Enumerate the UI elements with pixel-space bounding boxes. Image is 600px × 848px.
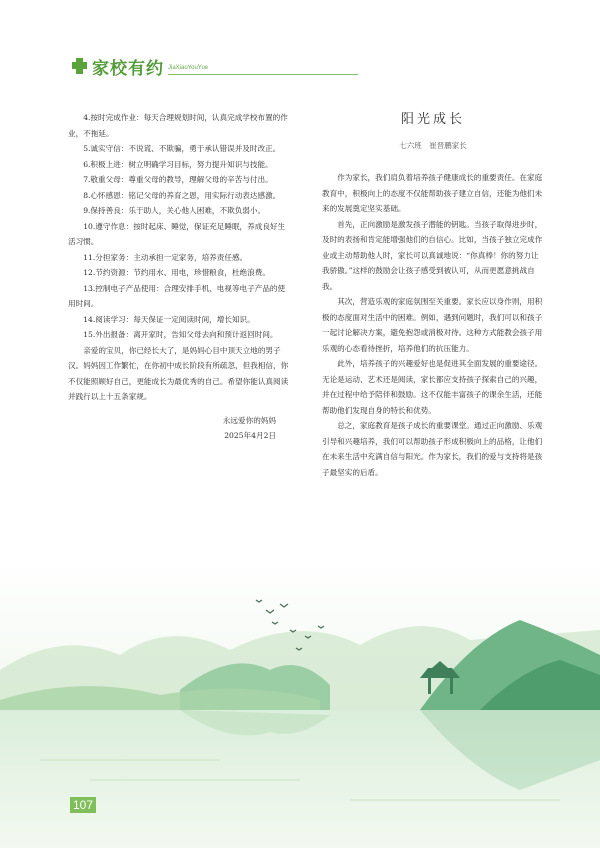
- article-body: [322, 170, 544, 480]
- rule-item: 10.遵守作息：按时起床、睡觉，保证充足睡眠，养成良好生活习惯。: [68, 221, 286, 246]
- section-title: 家校有约: [92, 59, 164, 79]
- page-number: 107: [70, 797, 96, 813]
- letter-signature: 永远爱你的妈妈: [222, 415, 276, 425]
- family-rules-column: [68, 110, 290, 444]
- letter-paragraph: 亲爱的宝贝，你已经长大了，是妈妈心目中顶天立地的男子汉。妈妈因工作繁忙，在你初中成长阶段有所疏忽，但我相信，你不仅能照顾好自己，更能成长为最优秀的自己。希望你能认真阅读并践行以上十五条家规。: [68, 345, 289, 401]
- rule-item: 6.积极上进：树立明确学习目标，努力提升知识与技能。: [83, 159, 273, 169]
- rule-item: 5.诚实守信：不说谎、不欺骗，勇于承认错误并及时改正。: [83, 144, 281, 153]
- cross-logo-icon: [72, 58, 88, 74]
- article-paragraph: 首先，正向激励是激发孩子潜能的钥匙。当孩子取得进步时，及时的表扬和肯定能增强他们的自信心。比如，当孩子独立完成作业或主动帮助他人时，家长可以真诚地说：“你真棒！你的努力让我骄傲。”这样的鼓励会让孩子感受到被认可，从而更愿意挑战自我。: [322, 219, 543, 291]
- header-divider: [168, 74, 358, 75]
- rule-item: 7.敬重父母：尊重父母的教导，理解父母的辛苦与付出。: [83, 175, 273, 184]
- article-author: 七六班 崔晋鹏家长: [399, 141, 467, 150]
- rule-item: 13.控制电子产品使用：合理安排手机、电视等电子产品的使用时间。: [68, 283, 286, 308]
- article-title: 阳光成长: [400, 112, 465, 127]
- rule-item: 9.保持善良：乐于助人，关心他人困难，不欺负弱小。: [83, 206, 266, 215]
- letter-date: 2025年4月2日: [224, 431, 276, 440]
- rule-item: 4.按时完成作业：每天合理规划时间，认真完成学校布置的作业，不拖延。: [68, 113, 288, 138]
- rule-item: 12.节约资源：节约用水、用电，珍惜粮食，杜绝浪费。: [83, 268, 270, 277]
- article-paragraph: 此外，培养孩子的兴趣爱好也是促进其全面发展的重要途径。无论是运动、艺术还是阅读，家长都应支持孩子探索自己的兴趣，并在过程中给予陪伴和鼓励。这不仅能丰富孩子的课余生活，还能帮助他们发现自身的特长和优势。: [322, 359, 543, 415]
- section-header: [72, 54, 292, 78]
- rule-item: 15.外出报备：离开家时，告知父母去向和预计返回时间。: [83, 330, 278, 339]
- article-paragraph: 作为家长，我们肩负着培养孩子健康成长的重要责任。在家庭教育中，积极向上的态度不仅能帮助孩子建立自信，还能为他们未来的发展奠定坚实基础。: [322, 173, 543, 213]
- rule-item: 14.阅读学习：每天保证一定阅读时间，增长知识。: [83, 314, 255, 324]
- rule-item: 11.分担家务：主动承担一定家务，培养责任感。: [83, 252, 248, 262]
- article-paragraph: 其次，营造乐观的家庭氛围至关重要。家长应以身作则，用积极的态度面对生活中的困难。例如，遇到问题时，我们可以和孩子一起讨论解决方案，避免抱怨或消极对待。这种方式能教会孩子用乐观的心态看待挫折，培养他们的抗压能力。: [322, 297, 543, 353]
- section-subtitle: JiaXiaoYouYue: [168, 65, 209, 71]
- article-paragraph: 总之，家庭教育是孩子成长的重要课堂。通过正向激励、乐观引导和兴趣培养，我们可以帮助孩子形成积极向上的品格，让他们在未来生活中充满自信与阳光。作为家长，我们的爱与支持将是孩子最坚实的后盾。: [322, 421, 543, 477]
- rule-item: 8.心怀感恩：铭记父母的养育之恩，用实际行动表达感激。: [83, 190, 281, 200]
